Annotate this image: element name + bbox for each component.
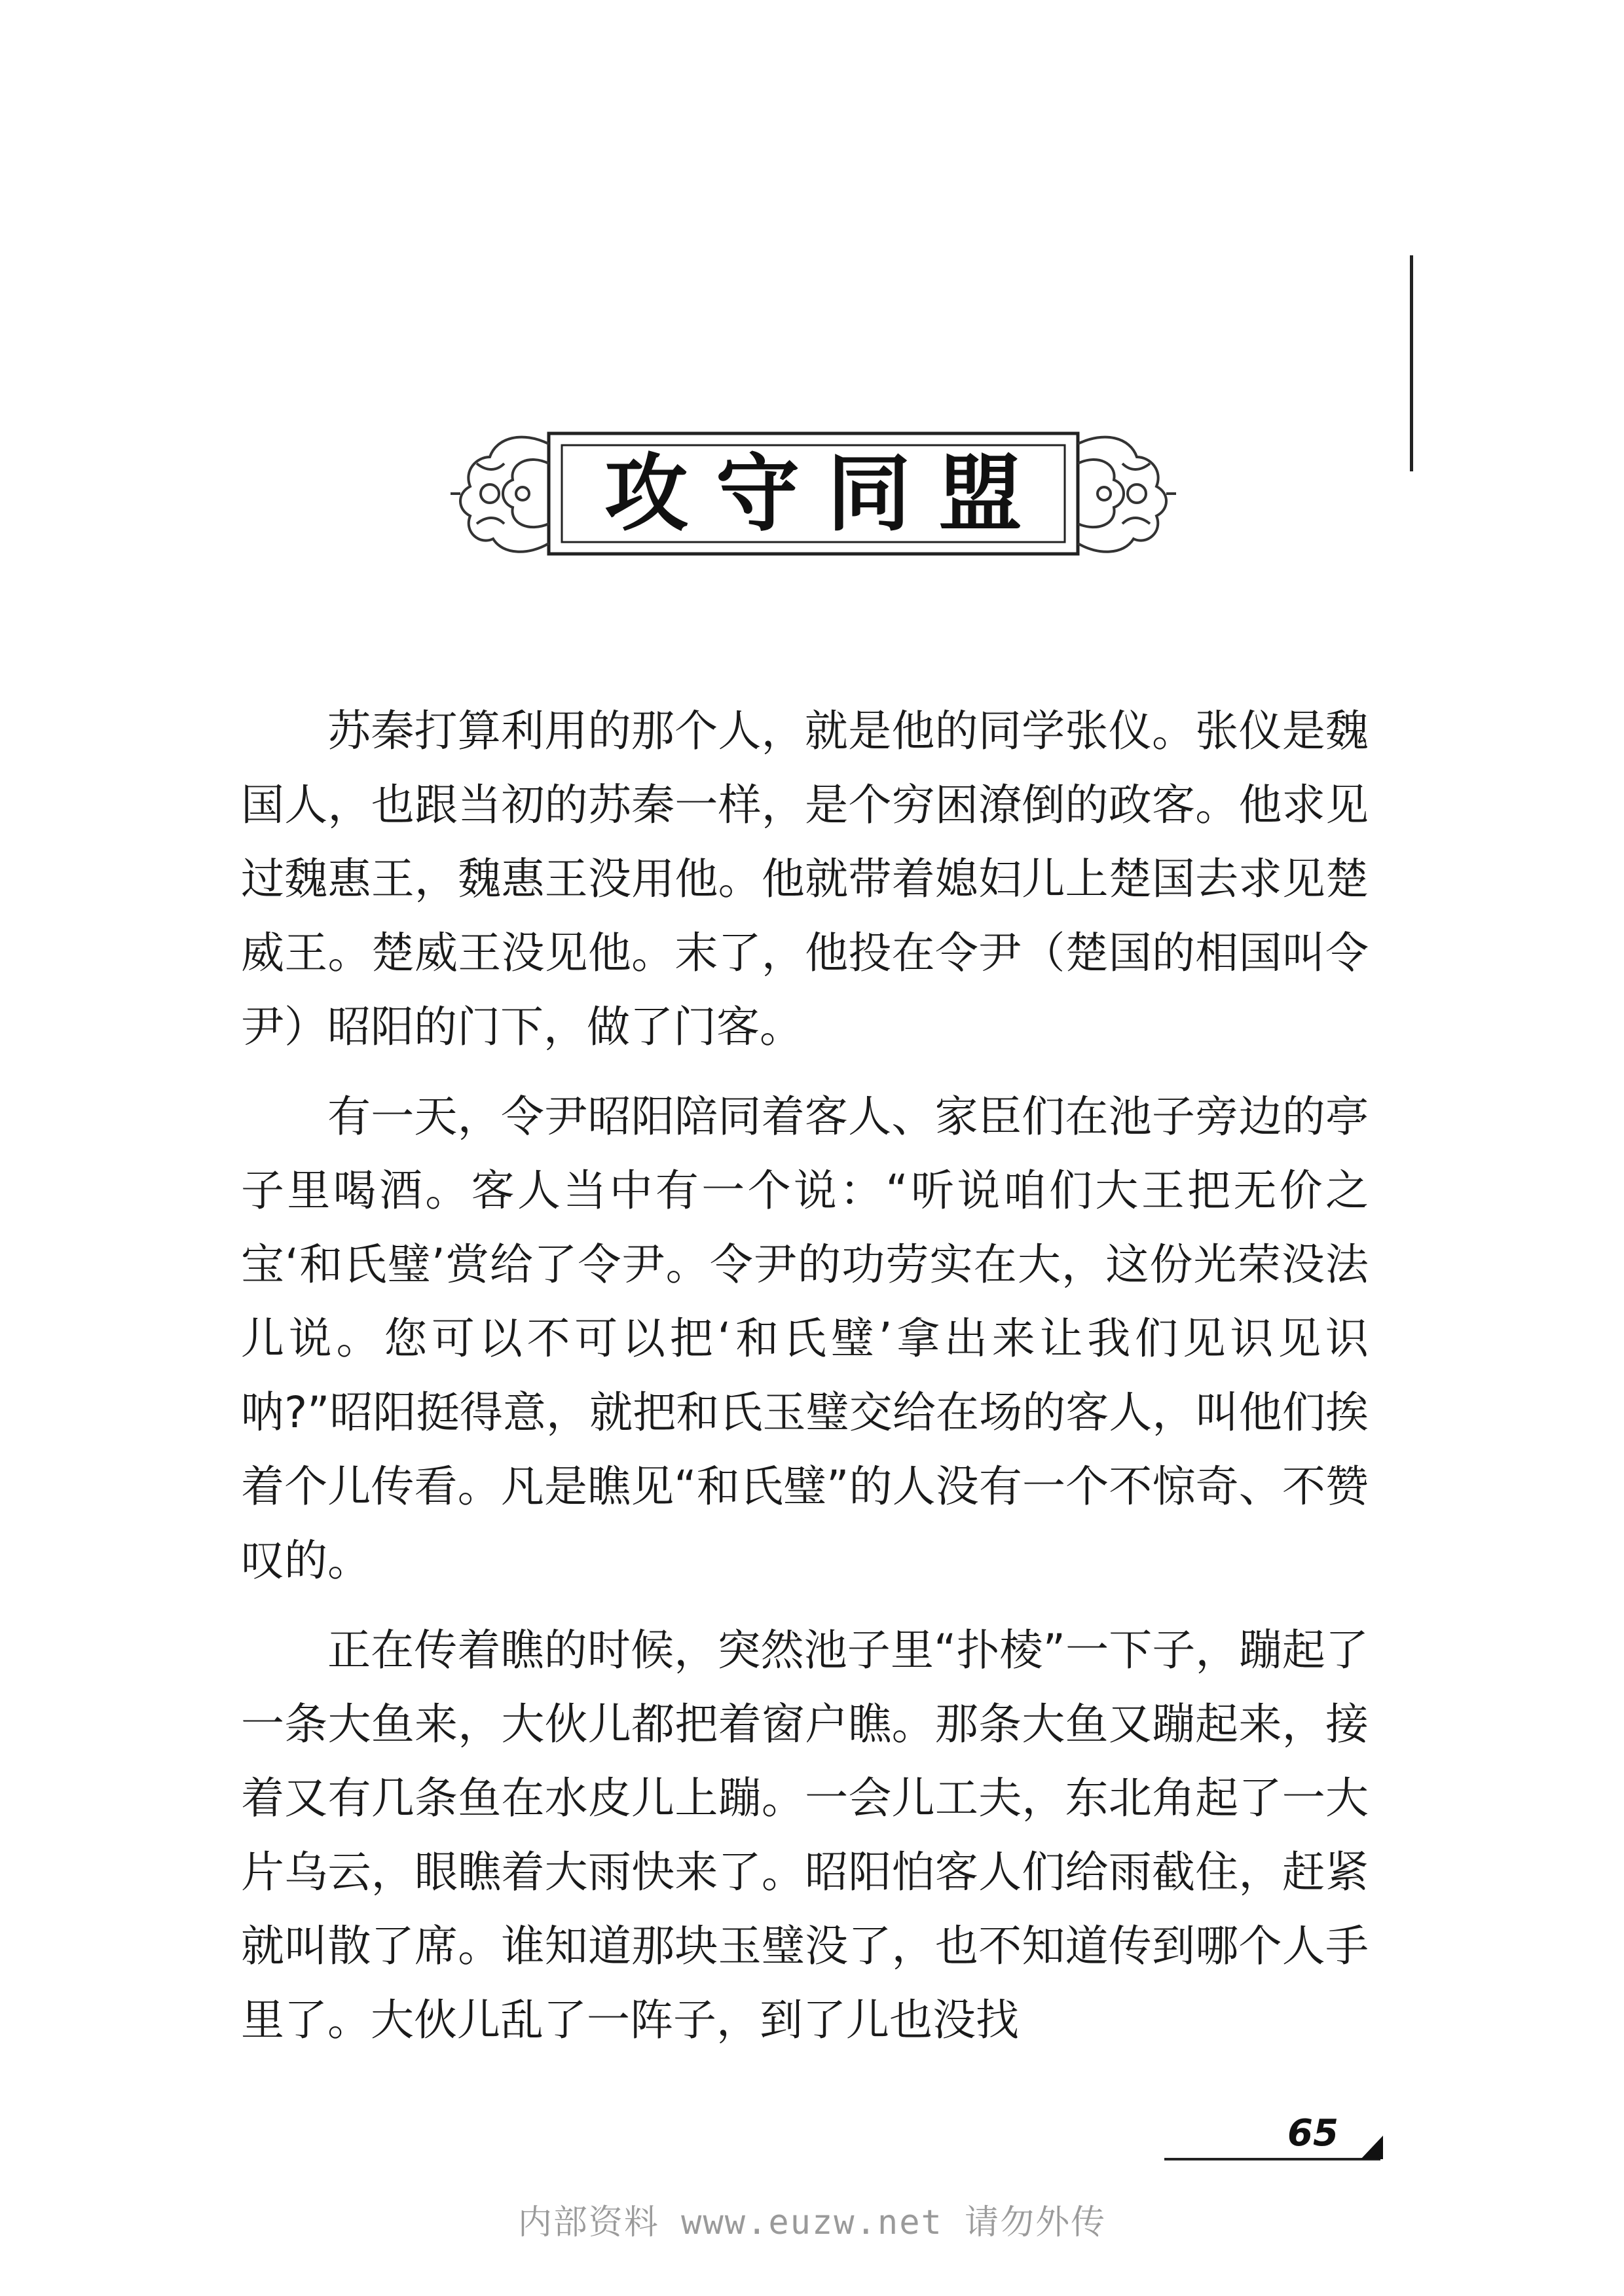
paragraph-2: 有一天，令尹昭阳陪同着客人、家臣们在池子旁边的亭子里喝酒。客人当中有一个说：“听说咱们大王把无价之宝‘和氏璧’赏给了令尹。令尹的功劳实在大，这份光荣没法儿说。您可以不可以把‘和氏璧’拿出来让我们见识见识呐?”昭阳挺得意，就把和氏玉璧交给在场的客人，叫他们挨着个儿传看。凡是瞧见“和氏璧”的人没有一个不惊奇、不赞叹的。: [241, 1091, 1369, 1586]
footer-rule: [1164, 2158, 1380, 2160]
body-text: [241, 694, 1369, 2073]
page-edge-line: [1410, 255, 1413, 471]
paragraph-1: 苏秦打算利用的那个人，就是他的同学张仪。张仪是魏国人，也跟当初的苏秦一样，是个穷困潦倒的政客。他求见过魏惠王，魏惠王没用他。他就带着媳妇儿上楚国去求见楚威王。楚威王没见他。末了，他投在令尹（楚国的相国叫令尹）昭阳的门下，做了门客。: [241, 706, 1369, 1052]
title-banner: [451, 424, 1176, 563]
page-number: 65: [1287, 2112, 1338, 2155]
paragraph-3: 正在传着瞧的时候，突然池子里“扑棱”一下子，蹦起了一条大鱼来，大伙儿都把着窗户瞧。那条大鱼又蹦起来，接着又有几条鱼在水皮儿上蹦。一会儿工夫，东北角起了一大片乌云，眼瞧着大雨快来了。昭阳怕客人们给雨截住，赶紧就叫散了席。谁知道那块玉璧没了，也不知道传到哪个人手里了。大伙儿乱了一阵子，到了儿也没找: [241, 1625, 1369, 2045]
footer-triangle-icon: [1361, 2136, 1383, 2159]
watermark: 内部资料 www.euzw.net 请勿外传: [517, 2203, 1107, 2242]
chapter-title: 攻守同盟: [604, 445, 1050, 543]
